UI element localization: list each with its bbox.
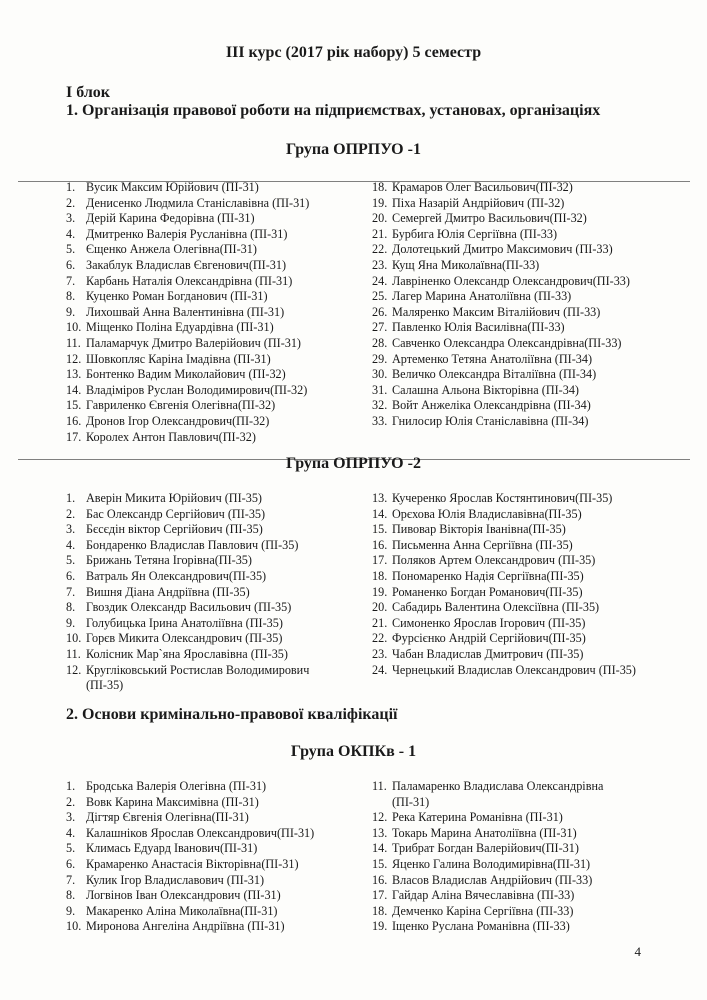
- student-name: Іщенко Руслана Романівна (ПІ-33): [392, 919, 570, 934]
- student-name: Лагер Марина Анатоліївна (ПІ-33): [392, 289, 572, 304]
- list-item: [372, 398, 630, 414]
- student-name: Гавриленко Євгенія Олегівна(ПІ-32): [86, 398, 276, 413]
- student-name: Паламаренко Владислава Олександрівна: [392, 779, 604, 793]
- item-number: 6.: [66, 856, 76, 871]
- student-name: Вишня Діана Андріївна (ПІ-35): [86, 584, 250, 599]
- item-number: 4.: [66, 226, 76, 241]
- item-number: 22.: [372, 631, 388, 646]
- list-item: [372, 180, 630, 196]
- list-item: [66, 553, 309, 569]
- list-item: [372, 227, 630, 243]
- student-name: Величко Олександра Віталіївна (ПІ-34): [392, 367, 597, 382]
- student-name: Бєсєдін віктор Сергійович (ПІ-35): [86, 522, 263, 537]
- student-name: Владіміров Руслан Володимирович(ПІ-32): [86, 382, 308, 397]
- group-2-title: Група ОПРПУО -2: [286, 455, 421, 472]
- item-number: 8.: [66, 289, 76, 304]
- student-name: Піха Назарій Андрійович (ПІ-32): [392, 195, 565, 210]
- student-name: Салашна Альона Вікторівна (ПІ-34): [392, 382, 579, 397]
- student-name: Чернецький Владислав Олександрович (ПІ-35): [392, 662, 636, 677]
- student-name: Поляков Артем Олександрович (ПІ-35): [392, 553, 596, 568]
- item-number: 15.: [372, 856, 388, 871]
- group-1-list-left: [66, 180, 309, 445]
- student-name: Письменна Анна Сергіївна (ПІ-35): [392, 537, 573, 552]
- item-number: 21.: [372, 615, 388, 630]
- list-item: [372, 810, 603, 826]
- student-name: Власов Владислав Андрійович (ПІ-33): [392, 872, 593, 887]
- student-name: Кущ Яна Миколаївна(ПІ-33): [392, 257, 540, 272]
- student-name: Климась Едуард Іванович(ПІ-31): [86, 841, 258, 856]
- list-item: [66, 904, 314, 920]
- list-item: [372, 196, 630, 212]
- list-item: [66, 305, 309, 321]
- item-number: 31.: [372, 382, 388, 397]
- item-number: 9.: [66, 615, 76, 630]
- item-number: 4.: [66, 537, 76, 552]
- list-item: [372, 841, 603, 857]
- list-item: [66, 585, 309, 601]
- item-number: 17.: [66, 429, 82, 444]
- list-item: [372, 553, 636, 569]
- item-number: 7.: [66, 273, 76, 288]
- item-number: 11.: [66, 335, 81, 350]
- student-name: Єщенко Анжела Олегівна(ПІ-31): [86, 242, 257, 257]
- item-number: 18.: [372, 568, 388, 583]
- list-item: [66, 663, 309, 694]
- student-name: Кругліковський Ростислав Володимирович: [86, 662, 310, 677]
- student-name: Чабан Владислав Дмитрович (ПІ-35): [392, 646, 584, 661]
- list-item: [372, 919, 603, 935]
- item-number: 24.: [372, 273, 388, 288]
- student-name: Крамаренко Анастасія Вікторівна(ПІ-31): [86, 856, 299, 871]
- item-number: 27.: [372, 320, 388, 335]
- list-item: [66, 507, 309, 523]
- student-name: Сабадирь Валентина Олексіївна (ПІ-35): [392, 600, 600, 615]
- item-number: 26.: [372, 304, 388, 319]
- list-item: [372, 522, 636, 538]
- list-item: [372, 352, 630, 368]
- student-name: Гнилосир Юлія Станіславівна (ПІ-34): [392, 413, 589, 428]
- list-item: [66, 414, 309, 430]
- list-item: [372, 585, 636, 601]
- item-number: 21.: [372, 226, 388, 241]
- list-item: [372, 211, 630, 227]
- student-name: Долотецький Дмитро Максимович (ПІ-33): [392, 242, 613, 257]
- item-number: 3.: [66, 211, 76, 226]
- student-name: Пивовар Вікторія Іванівна(ПІ-35): [392, 522, 566, 537]
- list-item: [66, 289, 309, 305]
- student-name: Пономаренко Надія Сергіївна(ПІ-35): [392, 568, 584, 583]
- student-name: Кулик Ігор Владиславович (ПІ-31): [86, 872, 265, 887]
- item-number: 33.: [372, 413, 388, 428]
- list-item: [372, 274, 630, 290]
- item-number: 7.: [66, 872, 76, 887]
- list-item: [372, 569, 636, 585]
- list-item: [66, 857, 314, 873]
- student-name: Савченко Олександра Олександрівна(ПІ-33): [392, 335, 622, 350]
- item-number: 18.: [372, 903, 388, 918]
- item-number: 16.: [66, 413, 82, 428]
- item-number: 2.: [66, 195, 76, 210]
- item-number: 16.: [372, 537, 388, 552]
- list-item: [66, 258, 309, 274]
- list-item: [66, 919, 314, 935]
- group-2-list-right: [372, 491, 636, 678]
- list-item: [66, 398, 309, 414]
- item-number: 24.: [372, 662, 388, 677]
- student-name: Ватраль Ян Олександрович(ПІ-35): [86, 568, 267, 583]
- student-name: Брижань Тетяна Ігорівна(ПІ-35): [86, 553, 252, 568]
- list-item: [66, 600, 309, 616]
- item-number: 2.: [66, 506, 76, 521]
- page-number: 4: [634, 944, 641, 959]
- student-name: Яценко Галина Володимирівна(ПІ-31): [392, 856, 591, 871]
- list-item: [372, 873, 603, 889]
- item-number: 17.: [372, 553, 388, 568]
- list-item: [372, 616, 636, 632]
- student-name: Колісник Мар`яна Ярославівна (ПІ-35): [86, 646, 288, 661]
- list-item: [372, 383, 630, 399]
- student-name: Трибрат Богдан Валерійович(ПІ-31): [392, 841, 579, 856]
- item-number: 8.: [66, 888, 76, 903]
- list-item: [372, 414, 630, 430]
- item-number: 3.: [66, 522, 76, 537]
- list-item: [66, 430, 309, 446]
- group-3-title: Група ОКПКв - 1: [290, 743, 417, 760]
- student-name: Гвоздик Олександр Васильович (ПІ-35): [86, 600, 292, 615]
- student-name: Бродська Валерія Олегівна (ПІ-31): [86, 779, 267, 793]
- student-name: Міщенко Поліна Едуардівна (ПІ-31): [86, 320, 274, 335]
- list-item: [66, 873, 314, 889]
- item-number: 4.: [66, 825, 76, 840]
- group-1-list-right: [372, 180, 630, 430]
- item-number: 25.: [372, 289, 388, 304]
- student-name: Кучеренко Ярослав Костянтинович(ПІ-35): [392, 491, 613, 505]
- group-2-list-left: [66, 491, 309, 694]
- item-number: 30.: [372, 367, 388, 382]
- item-number: 20.: [372, 211, 388, 226]
- item-number: 13.: [66, 367, 82, 382]
- item-number: 14.: [372, 841, 388, 856]
- item-number: 22.: [372, 242, 388, 257]
- student-name: Орєхова Юлія Владиславівна(ПІ-35): [392, 506, 582, 521]
- student-name: Гайдар Аліна Вячеславівна (ПІ-33): [392, 888, 575, 903]
- student-name: Маляренко Максим Віталійович (ПІ-33): [392, 304, 601, 319]
- list-item: [372, 491, 636, 507]
- student-name: Войт Анжеліка Олександрівна (ПІ-34): [392, 398, 591, 413]
- list-item: [66, 631, 309, 647]
- student-name-continuation: (ПІ-31): [392, 794, 430, 809]
- item-number: 7.: [66, 584, 76, 599]
- student-name: Куценко Роман Богданович (ПІ-31): [86, 289, 268, 304]
- student-name: Лихошвай Анна Валентинівна (ПІ-31): [86, 304, 285, 319]
- item-number: 10.: [66, 919, 82, 934]
- list-item: [66, 196, 309, 212]
- list-item: [372, 663, 636, 679]
- student-name: Вовк Карина Максимівна (ПІ-31): [86, 794, 259, 809]
- student-name: Фурсієнко Андрій Сергійович(ПІ-35): [392, 631, 586, 646]
- list-item: [66, 180, 309, 196]
- list-item: [66, 491, 309, 507]
- list-item: [66, 647, 309, 663]
- item-number: 1.: [66, 779, 76, 793]
- item-number: 12.: [66, 351, 82, 366]
- item-number: 23.: [372, 646, 388, 661]
- student-name: Закаблук Владислав Євгенович(ПІ-31): [86, 257, 287, 272]
- item-number: 20.: [372, 600, 388, 615]
- item-number: 19.: [372, 195, 388, 210]
- item-number: 28.: [372, 335, 388, 350]
- list-item: [372, 507, 636, 523]
- item-number: 19.: [372, 919, 388, 934]
- item-number: 14.: [372, 506, 388, 521]
- item-number: 17.: [372, 888, 388, 903]
- item-number: 29.: [372, 351, 388, 366]
- item-number: 9.: [66, 304, 76, 319]
- item-number: 9.: [66, 903, 76, 918]
- student-name: Токарь Марина Анатоліївна (ПІ-31): [392, 825, 577, 840]
- item-number: 11.: [66, 646, 81, 661]
- student-name: Аверін Микита Юрійович (ПІ-35): [86, 491, 262, 505]
- list-item: [66, 274, 309, 290]
- item-number: 15.: [372, 522, 388, 537]
- student-name: Горєв Микита Олександрович (ПІ-35): [86, 631, 283, 646]
- list-item: [66, 227, 309, 243]
- list-item: [372, 242, 630, 258]
- item-number: 5.: [66, 242, 76, 257]
- student-name: Демченко Каріна Сергіївна (ПІ-33): [392, 903, 574, 918]
- item-number: 11.: [372, 779, 387, 793]
- item-number: 5.: [66, 841, 76, 856]
- student-name-continuation: (ПІ-35): [86, 678, 124, 693]
- list-item: [66, 336, 309, 352]
- list-item: [66, 841, 314, 857]
- student-name: Денисенко Людмила Станіславівна (ПІ-31): [86, 195, 310, 210]
- student-name: Крамаров Олег Васильович(ПІ-32): [392, 180, 573, 194]
- list-item: [372, 600, 636, 616]
- student-name: Королех Антон Павлович(ПІ-32): [86, 429, 256, 444]
- item-number: 19.: [372, 584, 388, 599]
- student-name: Симоненко Ярослав Ігорович (ПІ-35): [392, 615, 586, 630]
- list-item: [372, 367, 630, 383]
- student-name: Миронова Ангеліна Андріївна (ПІ-31): [86, 919, 285, 934]
- student-name: Лавріненко Олександр Олександрович(ПІ-33): [392, 273, 630, 288]
- list-item: [66, 522, 309, 538]
- list-item: [372, 336, 630, 352]
- list-item: [372, 305, 630, 321]
- item-number: 5.: [66, 553, 76, 568]
- item-number: 10.: [66, 320, 82, 335]
- list-item: [372, 857, 603, 873]
- list-item: [372, 538, 636, 554]
- item-number: 23.: [372, 257, 388, 272]
- student-name: Бондаренко Владислав Павлович (ПІ-35): [86, 537, 299, 552]
- list-item: [372, 779, 603, 810]
- list-item: [66, 888, 314, 904]
- list-item: [372, 320, 630, 336]
- item-number: 3.: [66, 810, 76, 825]
- student-name: Карбань Наталія Олександрівна (ПІ-31): [86, 273, 293, 288]
- student-name: Бонтенко Вадим Миколайович (ПІ-32): [86, 367, 286, 382]
- course-title: ІІІ курс (2017 рік набору) 5 семестр: [225, 44, 482, 61]
- list-item: [66, 352, 309, 368]
- item-number: 16.: [372, 872, 388, 887]
- student-name: Макаренко Аліна Миколаївна(ПІ-31): [86, 903, 278, 918]
- student-name: Паламарчук Дмитро Валерійович (ПІ-31): [86, 335, 301, 350]
- list-item: [372, 289, 630, 305]
- list-item: [372, 647, 636, 663]
- item-number: 2.: [66, 794, 76, 809]
- item-number: 14.: [66, 382, 82, 397]
- student-name: Дронов Ігор Олександрович(ПІ-32): [86, 413, 270, 428]
- block-label: І блок: [66, 84, 111, 101]
- item-number: 18.: [372, 180, 388, 194]
- group-3-list-left: [66, 779, 314, 935]
- student-name: Шовкопляс Каріна Імадівна (ПІ-31): [86, 351, 271, 366]
- item-number: 15.: [66, 398, 82, 413]
- group-3-list-right: [372, 779, 603, 935]
- item-number: 12.: [372, 810, 388, 825]
- list-item: [372, 258, 630, 274]
- section-2-title: 2. Основи кримінально-правової кваліфікації: [66, 706, 398, 723]
- list-item: [66, 795, 314, 811]
- student-name: Река Катерина Романівна (ПІ-31): [392, 810, 563, 825]
- list-item: [66, 810, 314, 826]
- list-item: [66, 320, 309, 336]
- student-name: Дмитренко Валерія Русланівна (ПІ-31): [86, 226, 288, 241]
- item-number: 8.: [66, 600, 76, 615]
- student-name: Голубицька Ірина Анатоліївна (ПІ-35): [86, 615, 283, 630]
- student-name: Калашніков Ярослав Олександрович(ПІ-31): [86, 825, 315, 840]
- student-name: Дігтяр Євгенія Олегівна(ПІ-31): [86, 810, 249, 825]
- list-item: [66, 826, 314, 842]
- item-number: 10.: [66, 631, 82, 646]
- student-name: Артеменко Тетяна Анатоліївна (ПІ-34): [392, 351, 593, 366]
- student-name: Дерій Карина Федорівна (ПІ-31): [86, 211, 255, 226]
- group-1-title: Група ОПРПУО -1: [286, 141, 421, 158]
- item-number: 13.: [372, 825, 388, 840]
- list-item: [372, 631, 636, 647]
- list-item: [66, 383, 309, 399]
- item-number: 1.: [66, 491, 76, 505]
- list-item: [372, 888, 603, 904]
- list-item: [372, 826, 603, 842]
- list-item: [66, 211, 309, 227]
- student-name: Семергей Дмитро Васильович(ПІ-32): [392, 211, 587, 226]
- student-name: Романенко Богдан Романович(ПІ-35): [392, 584, 583, 599]
- student-name: Вусик Максим Юрійович (ПІ-31): [86, 180, 259, 194]
- student-name: Павленко Юлія Василівна(ПІ-33): [392, 320, 565, 335]
- student-name: Бас Олександр Сергійович (ПІ-35): [86, 506, 266, 521]
- list-item: [66, 242, 309, 258]
- item-number: 12.: [66, 662, 82, 677]
- item-number: 6.: [66, 257, 76, 272]
- item-number: 6.: [66, 568, 76, 583]
- list-item: [372, 904, 603, 920]
- section-1-title: 1. Організація правової роботи на підприємствах, установах, організаціях: [66, 102, 601, 119]
- list-item: [66, 616, 309, 632]
- list-item: [66, 779, 314, 795]
- item-number: 32.: [372, 398, 388, 413]
- item-number: 1.: [66, 180, 76, 194]
- student-name: Бурбига Юлія Сергіївна (ПІ-33): [392, 226, 558, 241]
- student-name: Логвінов Іван Олександрович (ПІ-31): [86, 888, 281, 903]
- item-number: 13.: [372, 491, 388, 505]
- list-item: [66, 367, 309, 383]
- list-item: [66, 538, 309, 554]
- list-item: [66, 569, 309, 585]
